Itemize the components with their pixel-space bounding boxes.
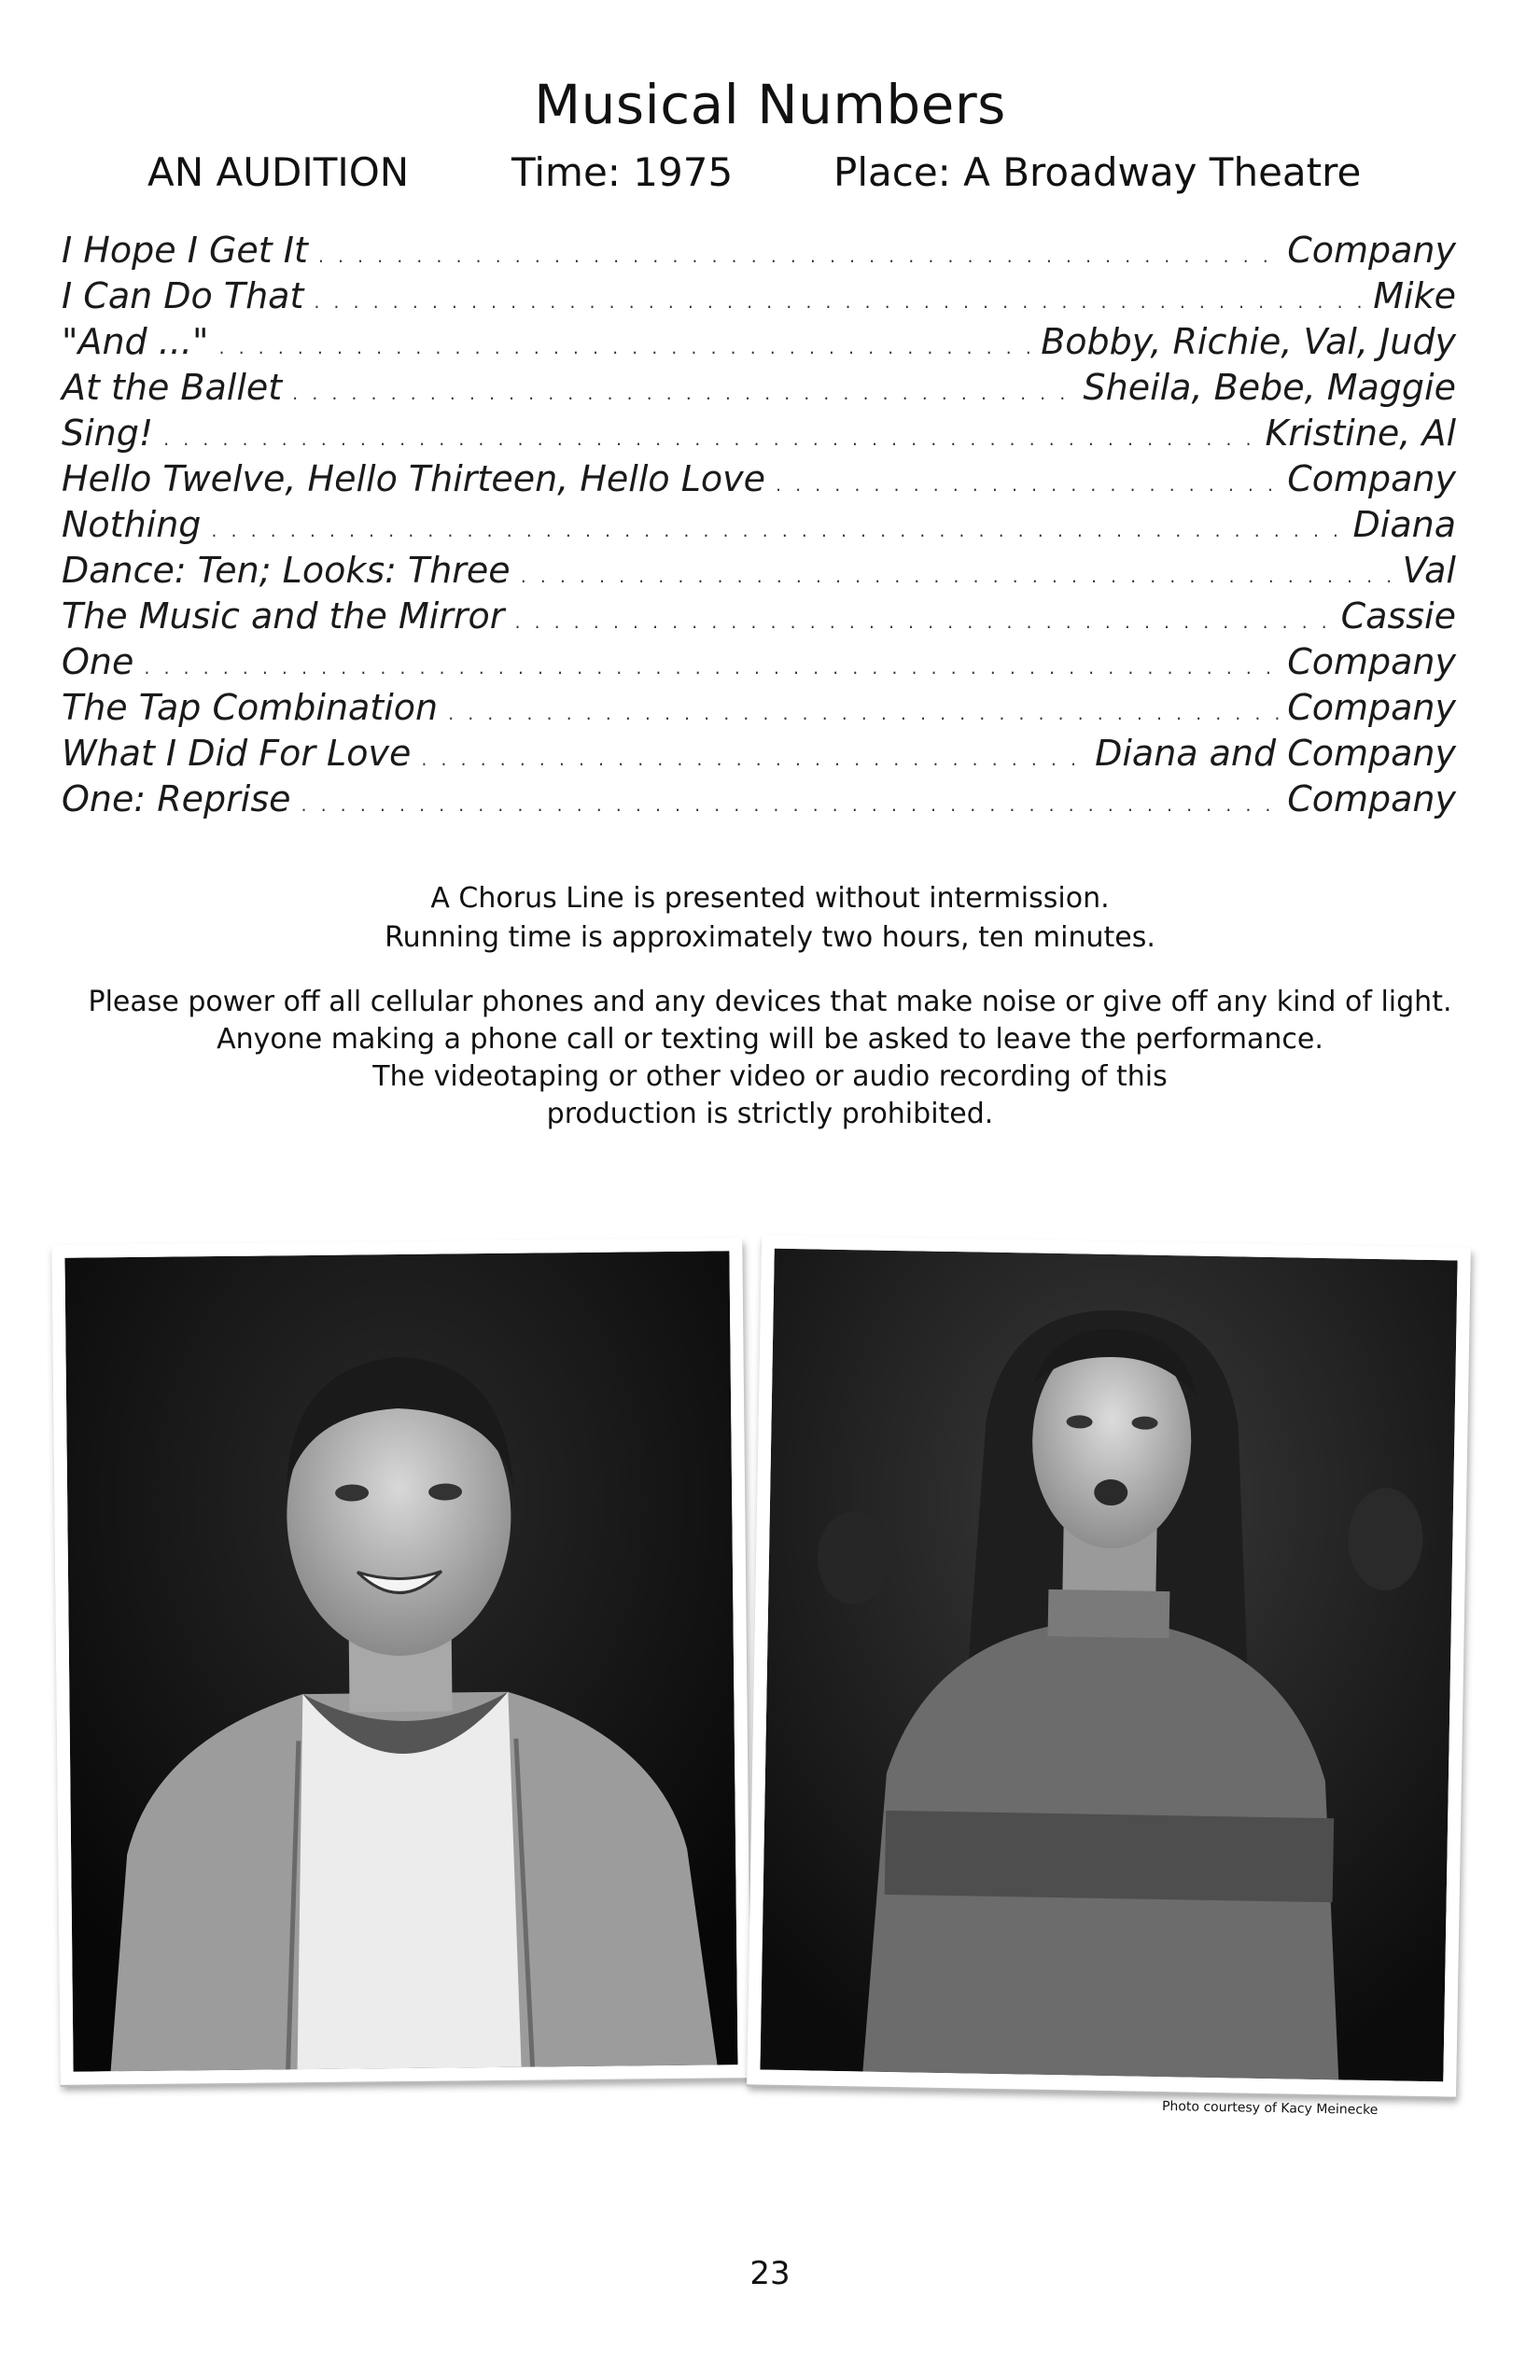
song-title: The Tap Combination [62, 687, 439, 728]
song-title: Hello Twelve, Hello Thirteen, Hello Love [62, 458, 766, 499]
dot-leader [773, 458, 1280, 499]
performer: Company [1287, 458, 1456, 499]
list-item [62, 458, 1456, 504]
list-item [62, 275, 1456, 321]
dot-leader [161, 413, 1257, 454]
list-item [62, 687, 1456, 733]
photo-female-performer [747, 1235, 1471, 2096]
song-title: Sing! [62, 413, 154, 454]
performer: Company [1287, 641, 1456, 682]
song-title: I Hope I Get It [62, 230, 308, 271]
page-number: 23 [749, 2255, 791, 2292]
musical-numbers-list [62, 230, 1456, 824]
dot-leader [315, 230, 1280, 271]
dot-leader [208, 504, 1345, 545]
performer: Company [1287, 687, 1456, 728]
dot-leader [289, 367, 1075, 408]
list-item [62, 367, 1456, 413]
dot-leader [299, 778, 1281, 819]
song-title: What I Did For Love [62, 733, 412, 774]
song-title: "And ..." [62, 321, 209, 362]
list-item [62, 778, 1456, 824]
male-performer-image [64, 1251, 737, 2071]
list-item [62, 413, 1456, 458]
female-performer-image [760, 1249, 1457, 2082]
song-title: At the Ballet [62, 367, 283, 408]
list-item [62, 550, 1456, 595]
list-item [62, 504, 1456, 550]
song-title: Nothing [62, 504, 202, 545]
intermission-line: A Chorus Line is presented without intermission. [430, 882, 1110, 915]
act-label: AN AUDITION [147, 149, 410, 195]
notice-line: The videotaping or other video or audio recording of this [372, 1060, 1168, 1093]
performer: Company [1287, 778, 1456, 819]
song-title: One: Reprise [62, 778, 291, 819]
page-title: Musical Numbers [534, 73, 1006, 136]
notice-line: production is strictly prohibited. [546, 1098, 994, 1130]
song-title: Dance: Ten; Looks: Three [62, 550, 511, 591]
device-notice [0, 984, 1540, 1133]
performer: Sheila, Bebe, Maggie [1083, 367, 1456, 408]
running-time-line: Running time is approximately two hours, ten minutes. [385, 921, 1155, 954]
performer: Bobby, Richie, Val, Judy [1041, 321, 1456, 362]
song-title: I Can Do That [62, 275, 304, 316]
list-item [62, 230, 1456, 275]
performer: Diana [1352, 504, 1456, 545]
intermission-note [0, 879, 1540, 958]
song-title: The Music and the Mirror [62, 595, 505, 637]
performer: Cassie [1340, 595, 1456, 637]
list-item [62, 595, 1456, 641]
performer: Company [1287, 230, 1456, 271]
dot-leader [445, 687, 1280, 728]
performer: Mike [1373, 275, 1456, 316]
dot-leader [141, 641, 1280, 682]
performer: Val [1402, 550, 1456, 591]
song-title: One [62, 641, 134, 682]
photo-credit: Photo courtesy of Kacy Meinecke [1161, 2098, 1379, 2119]
list-item [62, 321, 1456, 367]
notice-line: Anyone making a phone call or texting will be asked to leave the performance. [217, 1023, 1323, 1056]
list-item [62, 641, 1456, 687]
dot-leader [311, 275, 1365, 316]
place-label: Place: A Broadway Theatre [833, 149, 1362, 195]
dot-leader [518, 550, 1395, 591]
dot-leader [418, 733, 1087, 774]
performer: Diana and Company [1095, 733, 1456, 774]
photo-male-performer [51, 1238, 750, 2085]
time-label: Time: 1975 [511, 149, 734, 195]
dot-leader [511, 595, 1333, 637]
list-item [62, 733, 1456, 778]
performer: Kristine, Al [1265, 413, 1456, 454]
notice-line: Please power off all cellular phones and any devices that make noise or give off any kind of light. [88, 986, 1452, 1018]
dot-leader [216, 321, 1033, 362]
